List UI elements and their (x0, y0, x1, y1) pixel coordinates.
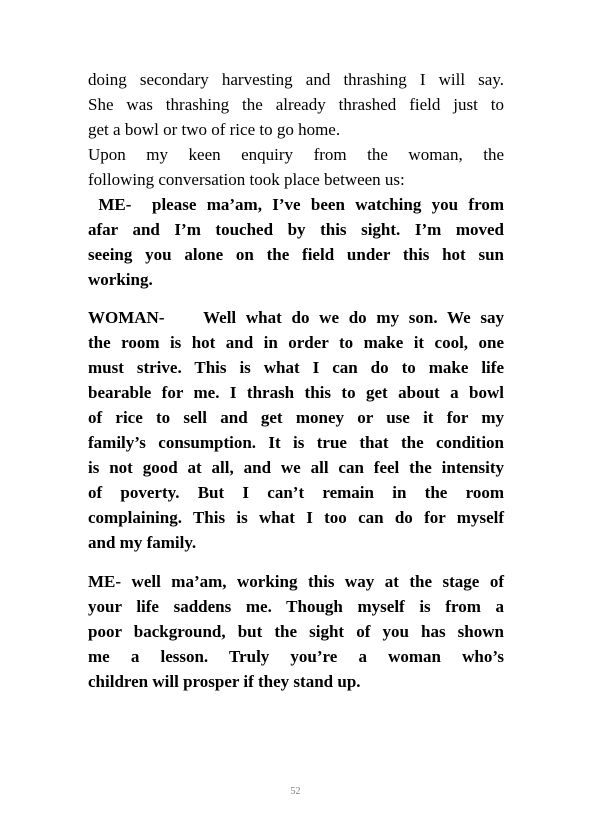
text-line: bearable for me. I thrash this to get about a bowl (88, 383, 504, 402)
narrative-paragraph (88, 67, 504, 142)
text-line: WOMAN- Well what do we do my son. We say (88, 308, 504, 327)
text-line: must strive. This is what I can do to make life (88, 358, 504, 377)
text-line: working. (88, 270, 153, 289)
text-line: is not good at all, and we all can feel the intensity (88, 458, 504, 477)
text-line: the room is hot and in order to make it cool, one (88, 333, 504, 352)
dialogue-me-1 (88, 192, 504, 292)
page-number: 52 (290, 786, 301, 797)
text-line: of rice to sell and get money or use it for my (88, 408, 504, 427)
dialogue-woman-1 (88, 305, 504, 555)
text-line: your life saddens me. Though myself is from a (88, 597, 504, 616)
text-line: children will prosper if they stand up. (88, 672, 361, 691)
text-line: get a bowl or two of rice to go home. (88, 120, 341, 139)
text-line: afar and I’m touched by this sight. I’m moved (88, 220, 504, 239)
text-line: following conversation took place between us: (88, 170, 405, 189)
dialogue-me-2 (88, 569, 504, 694)
intro-paragraph (88, 142, 504, 192)
text-line: doing secondary harvesting and thrashing I will say. (88, 70, 504, 89)
text-line: She was thrashing the already thrashed field just to (88, 95, 504, 114)
text-line: complaining. This is what I too can do for myself (88, 508, 504, 527)
text-line: poor background, but the sight of you has shown (88, 622, 504, 641)
text-line: Upon my keen enquiry from the woman, the (88, 145, 504, 164)
text-line: of poverty. But I can’t remain in the room (88, 483, 504, 502)
text-line: me a lesson. Truly you’re a woman who’s (88, 647, 504, 666)
text-line: ME- please ma’am, I’ve been watching you from (88, 195, 504, 214)
text-line: family’s consumption. It is true that the condition (88, 433, 504, 452)
text-line: ME- well ma’am, working this way at the stage of (88, 572, 504, 591)
text-line: and my family. (88, 533, 197, 552)
text-line: seeing you alone on the field under this hot sun (88, 245, 504, 264)
